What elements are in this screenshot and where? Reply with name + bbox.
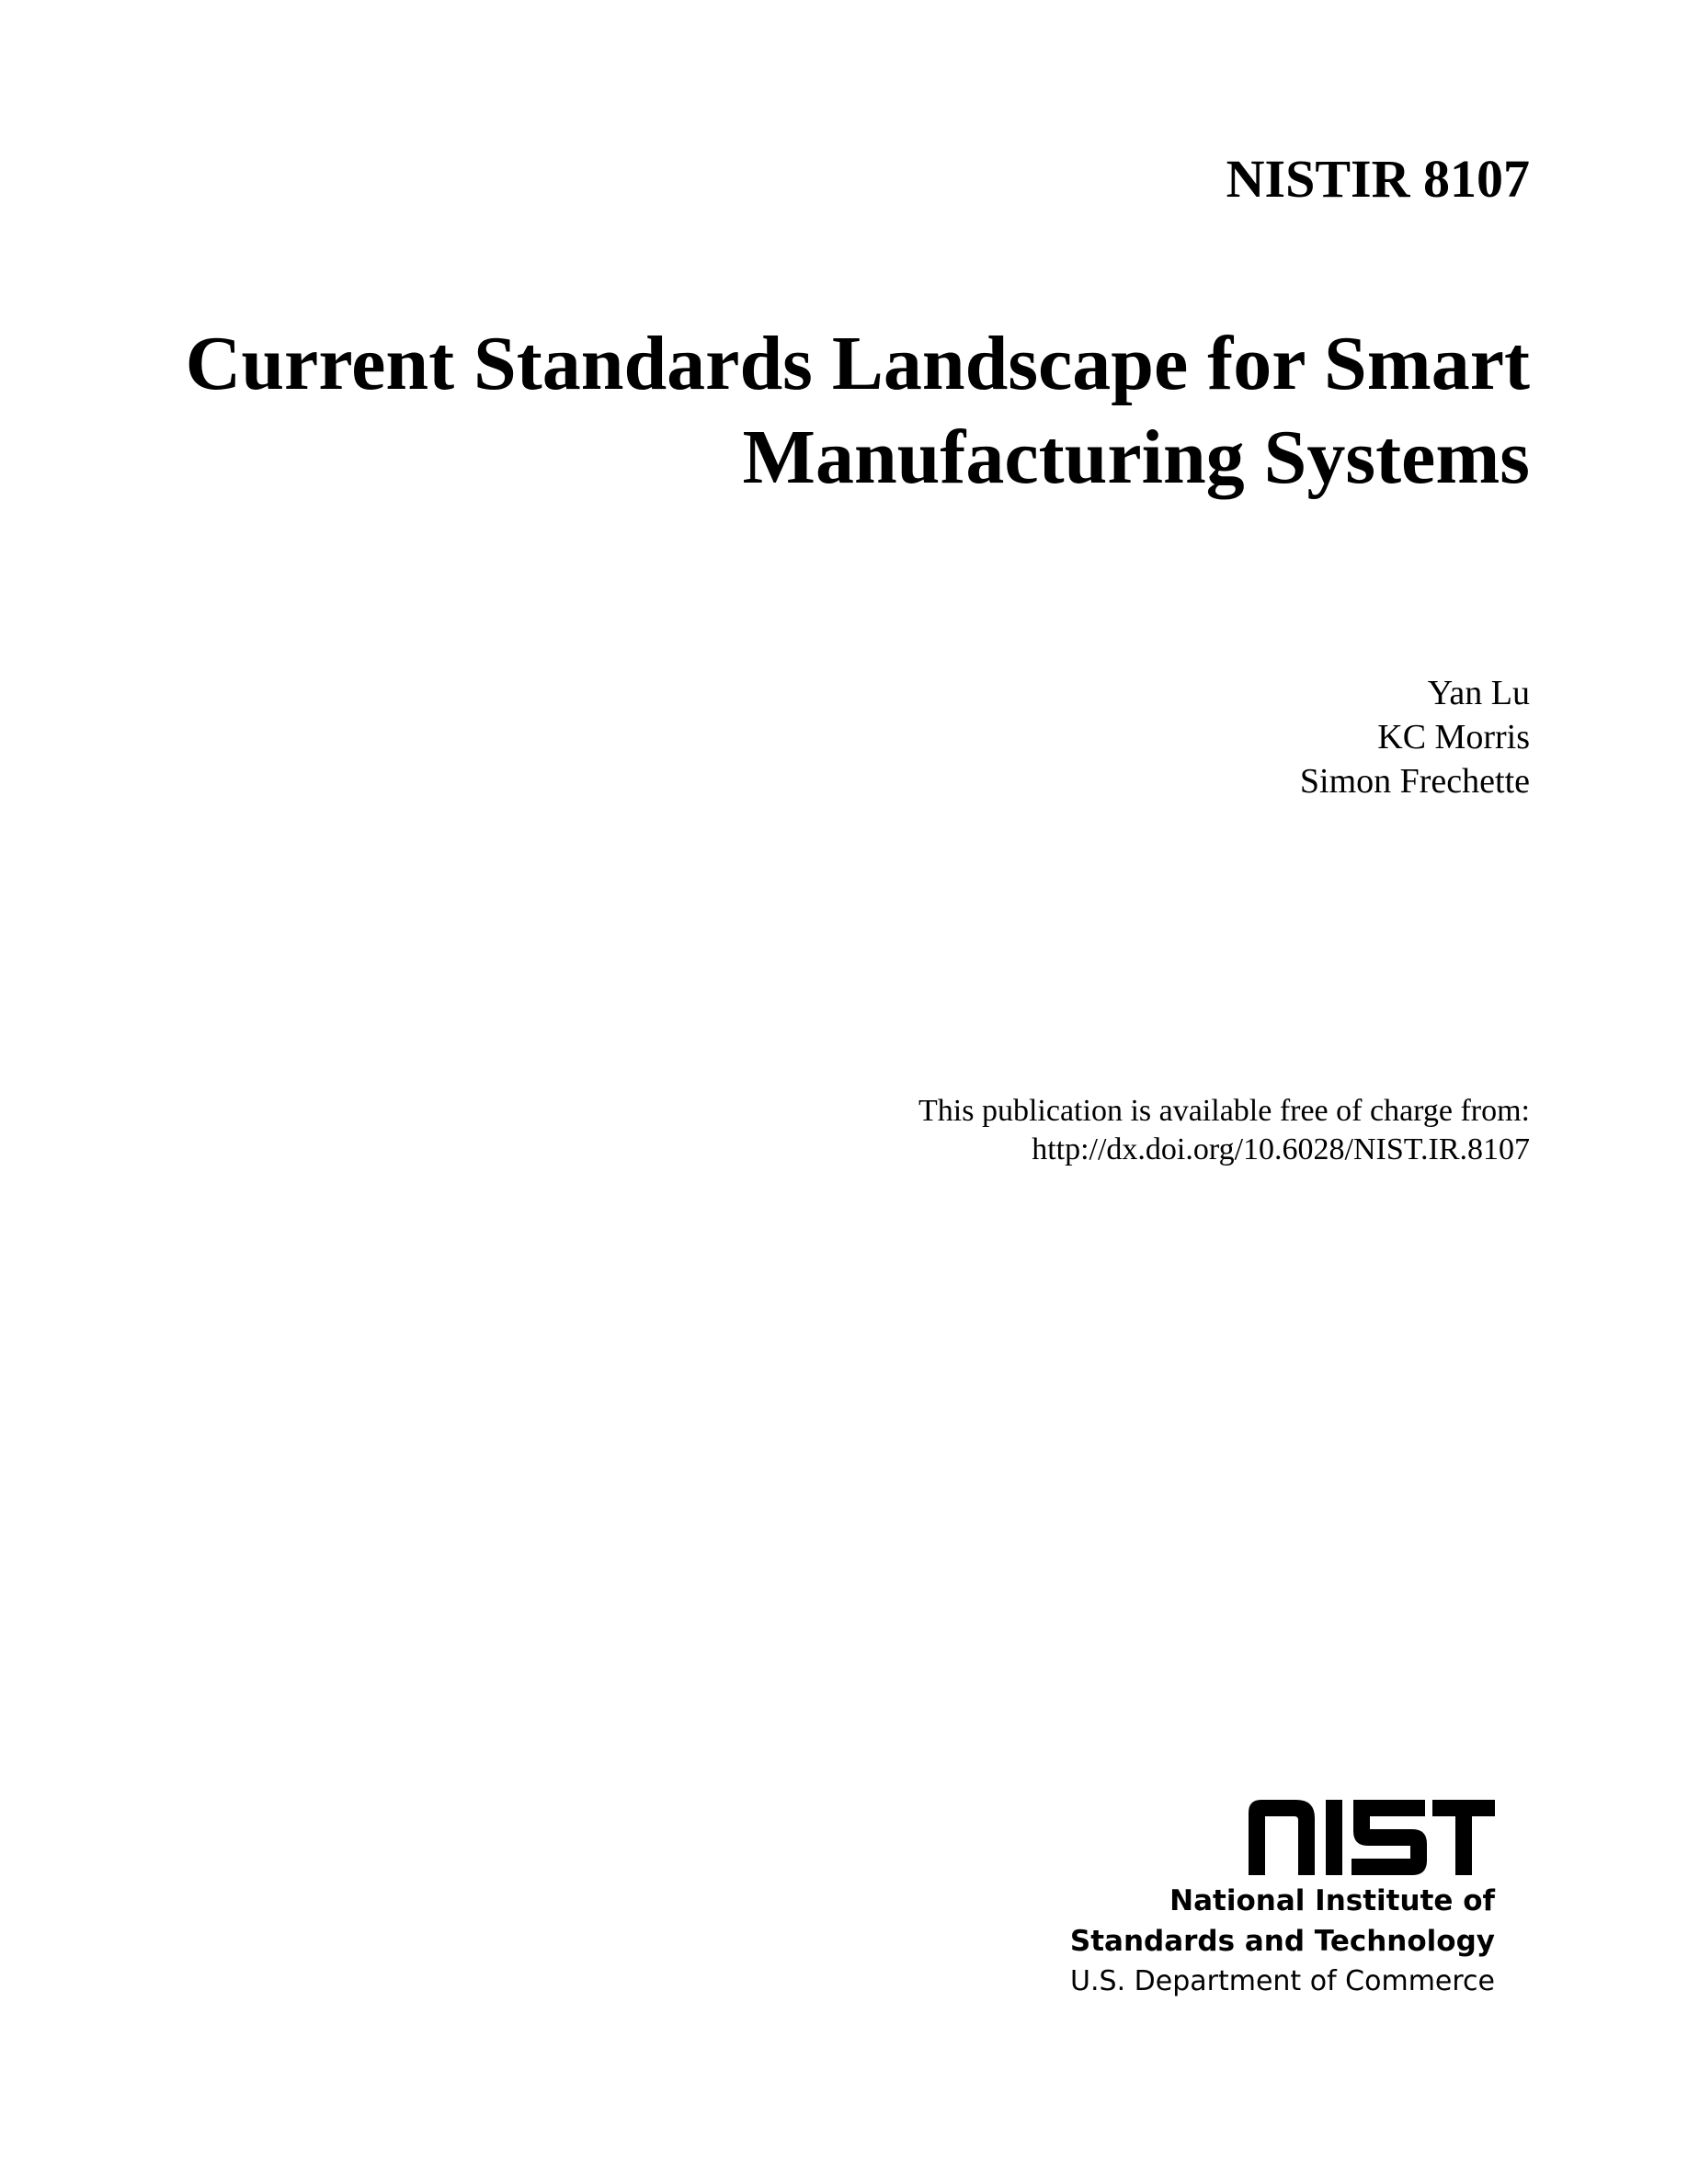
author-name: Yan Lu xyxy=(1427,674,1530,712)
nist-wordmark-icon xyxy=(1249,1800,1495,1875)
doi-link[interactable]: http://dx.doi.org/10.6028/NIST.IR.8107 xyxy=(1032,1132,1530,1166)
title-line-1: Current Standards Landscape for Smart xyxy=(185,321,1530,406)
author-list xyxy=(1300,671,1530,803)
department-name: U.S. Department of Commerce xyxy=(1070,1965,1495,1997)
availability-notice xyxy=(918,1092,1530,1169)
agency-name-line-1: National Institute of xyxy=(1169,1884,1495,1917)
document-title xyxy=(96,317,1530,505)
agency-name-line-2: Standards and Technology xyxy=(1069,1925,1495,1958)
author-name: Simon Frechette xyxy=(1299,762,1530,801)
availability-statement: This publication is available free of charge from: xyxy=(918,1094,1530,1128)
title-line-2: Manufacturing Systems xyxy=(742,415,1530,500)
author-name: KC Morris xyxy=(1377,718,1530,756)
nist-logo xyxy=(1069,1800,1495,2048)
report-number: NISTIR 8107 xyxy=(1226,149,1530,209)
